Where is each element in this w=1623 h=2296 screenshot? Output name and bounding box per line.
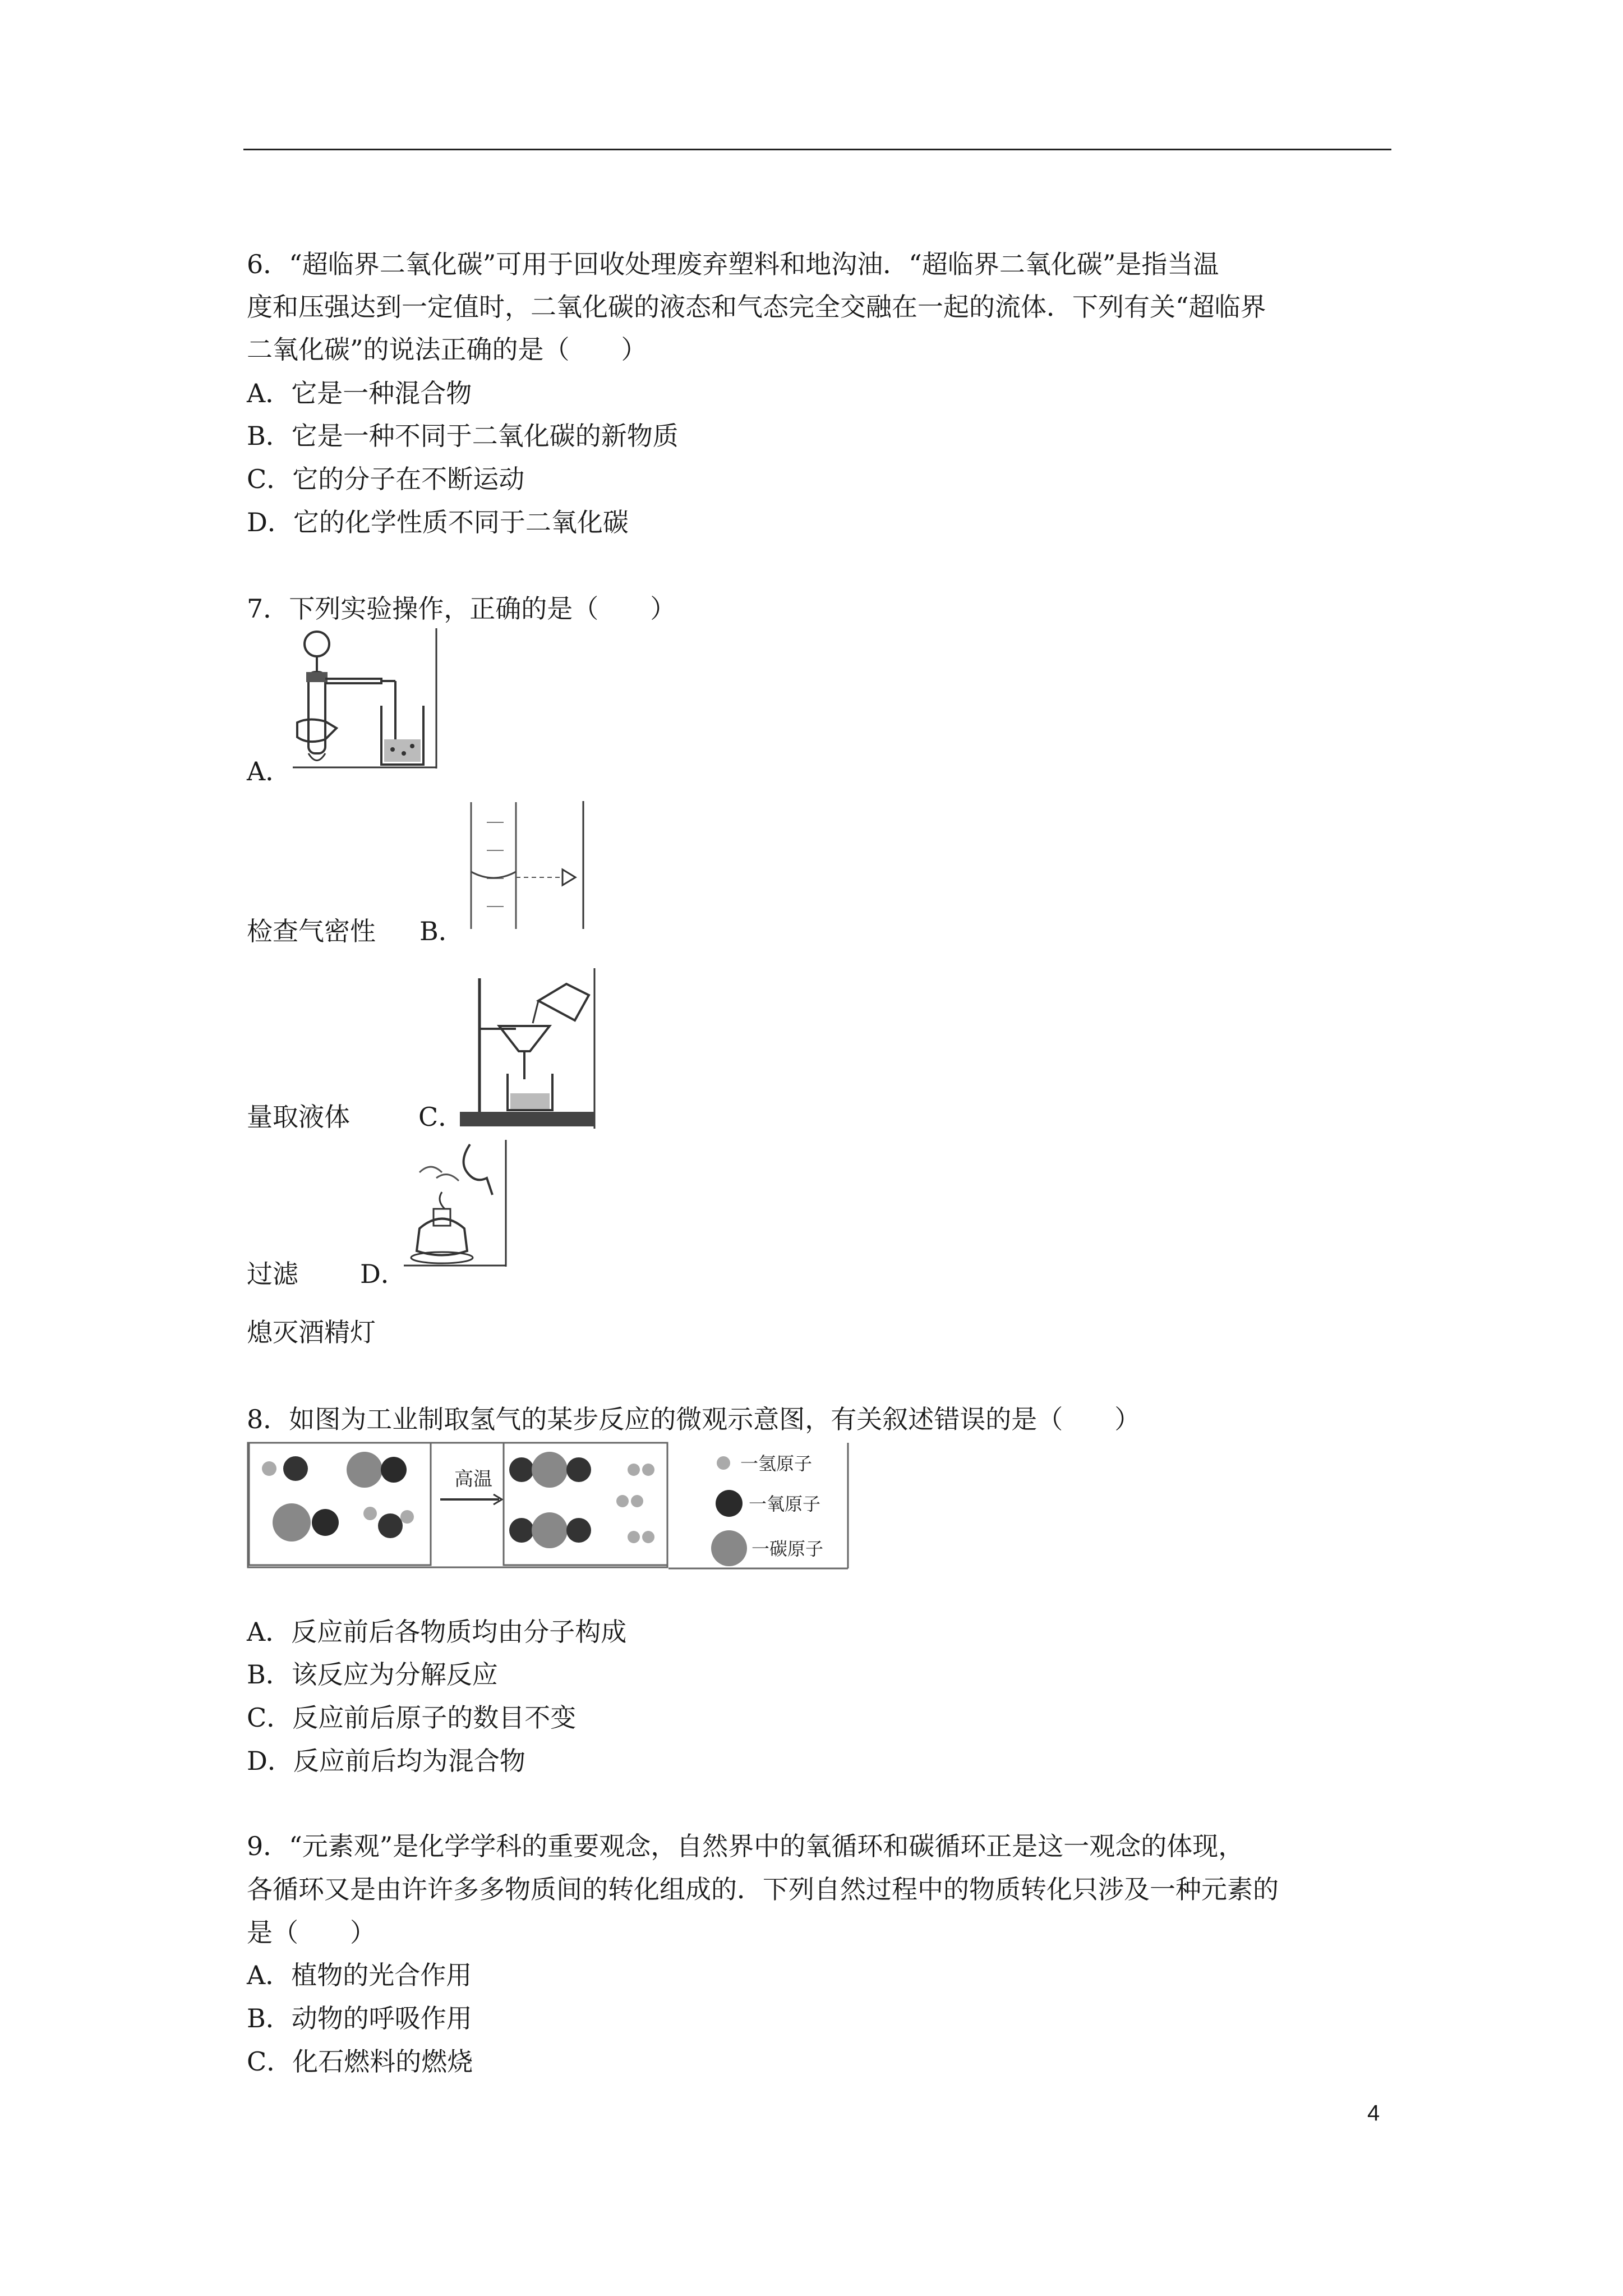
q6-stem-line-2: 度和压强达到一定值时，二氧化碳的液态和气态完全交融在一起的流体．下列有关“超临界 <box>247 292 1266 322</box>
q7-option-a-letter: A． <box>247 756 292 786</box>
q6-option-b: B．它是一种不同于二氧化碳的新物质 <box>247 421 679 451</box>
q6-stem-line-1: 6．“超临界二氧化碳”可用于回收处理废弃塑料和地沟油．“超临界二氧化碳”是指当温 <box>247 249 1219 279</box>
q6-option-a: A．它是一种混合物 <box>247 378 472 408</box>
q7-stem: 7．下列实验操作，正确的是（ ） <box>247 593 676 624</box>
q9-option-a: A．植物的光合作用 <box>247 1960 472 1990</box>
q7-option-b-caption: 量取液体 <box>247 1102 350 1132</box>
reaction-micro-diagram <box>247 1441 852 1571</box>
legend-oxygen: 一氧原子 <box>749 1493 821 1515</box>
q6-option-d: D．它的化学性质不同于二氧化碳 <box>247 507 629 537</box>
q6-stem-line-3: 二氧化碳”的说法正确的是（ ） <box>247 334 647 365</box>
filtration-figure <box>454 967 597 1130</box>
q8-option-c: C．反应前后原子的数目不变 <box>247 1703 577 1733</box>
q8-option-a: A．反应前后各物质均由分子构成 <box>247 1617 627 1647</box>
q7-option-b-letter: B． <box>419 916 464 946</box>
legend-hydrogen: 一氢原子 <box>740 1453 813 1474</box>
measuring-liquid-figure <box>464 800 585 930</box>
q9-stem-line-1: 9．“元素观”是化学学科的重要观念，自然界中的氧循环和碳循环正是这一观念的体现， <box>247 1831 1244 1861</box>
q8-option-d: D．反应前后均为混合物 <box>247 1746 525 1776</box>
legend-carbon: 一碳原子 <box>751 1538 824 1559</box>
q6-option-c: C．它的分子在不断运动 <box>247 464 525 494</box>
q9-option-b: B．动物的呼吸作用 <box>247 2003 472 2033</box>
q7-option-d-letter: D． <box>360 1259 407 1289</box>
header-rule <box>243 149 1391 150</box>
air-tightness-check-figure <box>292 627 439 770</box>
q7-option-c-caption: 过滤 <box>247 1259 298 1289</box>
reaction-arrow-label: 高温 <box>454 1468 492 1490</box>
q9-stem-line-3: 是（ ） <box>247 1917 376 1948</box>
q9-stem-line-2: 各循环又是由许许多多物质间的转化组成的．下列自然过程中的物质转化只涉及一种元素的 <box>247 1874 1279 1904</box>
q7-option-d-caption: 熄灭酒精灯 <box>247 1317 376 1347</box>
extinguish-alcohol-lamp-figure <box>403 1139 508 1268</box>
q7-option-c-letter: C． <box>418 1102 464 1132</box>
q8-stem: 8．如图为工业制取氢气的某步反应的微观示意图，有关叙述错误的是（ ） <box>247 1404 1141 1434</box>
q8-option-b: B．该反应为分解反应 <box>247 1659 498 1690</box>
q7-option-a-caption: 检查气密性 <box>247 916 376 946</box>
q9-option-c: C．化石燃料的燃烧 <box>247 2046 473 2077</box>
page-number: 4 <box>1367 2101 1380 2125</box>
